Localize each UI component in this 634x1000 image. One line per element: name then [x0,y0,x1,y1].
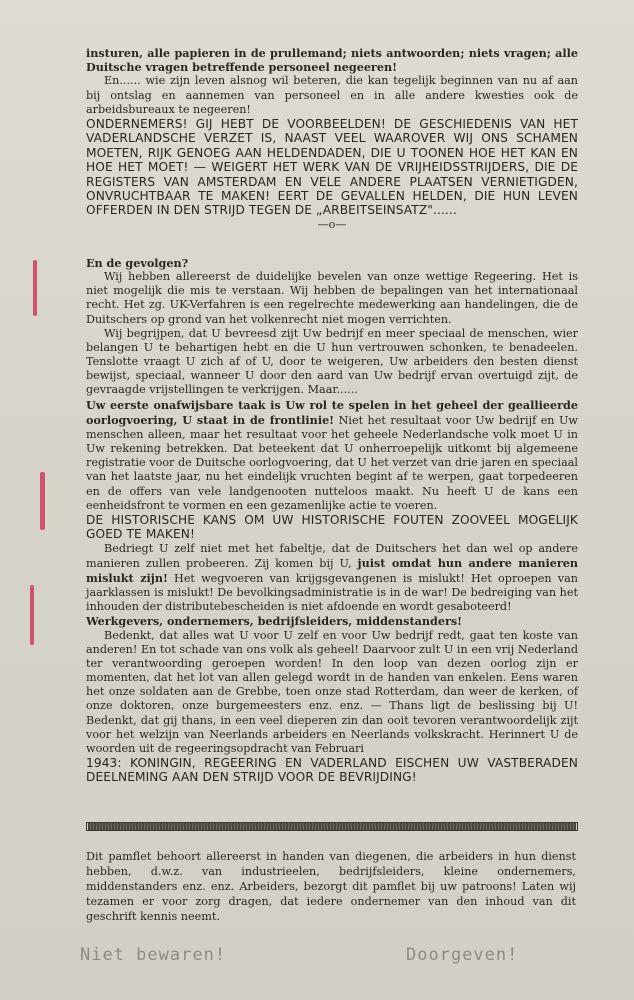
paragraph-ondernemers-caps: ONDERNEMERS! GIJ HEBT DE VOORBEELDEN! DE GESCHIEDENIS VAN HET VADERLANDSCHE VERZET IS, NAAST VEEL WAAROVER WIJ ONS SCHAMEN MOETEN, RIJK GENOEG AAN HELDENDADEN, DIE U TOONEN HOE HET KAN EN HOE HET MOET! — WEIGERT HET WERK VAN DE VRIJHEIDSSTRIJDERS, DIE DE REGISTERS VAN AMSTERDAM EN VELE ANDERE PLAATSEN VERNIETIGDEN, ONVRUCHTBAAR TE MAKEN! EERT DE GEVALLEN HELDEN, DIE HUN LEVEN OFFERDEN IN DEN STRIJD TEGEN DE „ARBEITSEINSATZ"...... [86,117,578,218]
paragraph-werkgevers: Werkgevers, ondernemers, bedrijfsleiders, middenstanders! [86,614,463,629]
paragraph-fabeltje [86,542,578,615]
taak-rest: Niet het resultaat voor Uw bedrijf en Uw menschen alleen, maar het resultaat voor het geheele Nederlandsche volk moet U in Uw rekening betrekken. Dat beteekent dat U onherroepelijk uitkomt bij algemeene registratie voor de Duitsche oorlogvoering, dat U het verzet van drie jaren en speciaal van het laatste jaar, nu het eindelijk vruchten begint af te werpen, gaat torpedeeren en de offers van vele landgenooten nutteloos maakt. Nu heeft U de kans een eenheidsfront te vormen en een gezamenlijke actie te voeren. [86,413,578,512]
red-margin-mark [33,260,37,316]
paragraph-bedenkt: Bedenkt, dat alles wat U voor U zelf en voor Uw bedrijf redt, gaat ten koste van anderen! En tot schade van ons volk als geheel! Daarvoor zult U in een vrij Nederland ter verantwoording geroepen worden! In den loop van dezen oorlog zijn er momenten, dat het lot van allen gelegd wordt in de handen van enkelen. Eens waren het onze soldaten aan de Grebbe, toen onze stad Rotterdam, dan weer de kerken, of onze doktoren, onze burgemeesters enz. enz. — Thans ligt de beslissing bij U! Bedenkt, dat gij thans, in een veel dieperen zin dan ooit tevoren verantwoordelijk zijt voor het welzijn van Neerlands arbeiders en Neerlands volkskracht. Herinnert U de woorden uit de regeeringsopdracht van Februari [86,628,578,755]
paragraph-negeeren: insturen, alle papieren in de prullemand; niets antwoorden; niets vragen; alle Duitsche vragen betreffende personeel negeeren! [86,46,578,75]
stamp-niet-bewaren: Niet bewaren! [80,945,227,965]
heading-gevolgen: En de gevolgen? [86,256,189,270]
stamp-doorgeven: Doorgeven! [406,945,519,965]
paragraph-historische-kans: DE HISTORISCHE KANS OM UW HISTORISCHE FOUTEN ZOOVEEL MOGELIJK GOED TE MAKEN! [86,512,578,542]
red-margin-mark [30,585,34,645]
red-margin-mark [40,472,45,530]
fabeltje-a: Bedriegt U zelf niet met het fabeltje, dat de Duitschers het dan wel op andere manieren zullen probeeren. Zij komen bij U, [86,541,578,570]
middle-section [86,256,578,785]
paragraph-bevelen: Wij hebben allereerst de duidelijke bevelen van onze wettige Regeering. Het is niet mogelijk die mis te verstaan. Wij hebben de bepalingen van het internationaal recht. Het zg. UK-Verfahren is een regelrechte medewerking aan handelingen, die de Duitschers op grond van het volkenrecht niet mogen verrichten. [86,270,578,326]
fabeltje-c: Het wegvoeren van krijgsgevangenen is mislukt! Het oproepen van jaarklassen is mislukt! De bevolkingsadministratie is in de war! De bedreiging van het inhouden der distributebescheiden is niet afdoende en wordt gesaboteerd! [86,571,578,614]
paragraph-taak [86,398,578,513]
separator: —o— [317,217,347,231]
divider-bar [88,823,576,830]
taak-bold: Uw eerste onafwijsbare taak is Uw rol te spelen in het geheel der geallieerde oorlogvoering, U staat in de frontlinie! [86,397,578,427]
paragraph-begrijpen: Wij begrijpen, dat U bevreesd zijt Uw bedrijf en meer speciaal de menschen, wier belangen U te behartigen hebt en die U hun vertrouwen schonken, te benadeelen. Tenslotte vraagt U zich af of U, door te weigeren, Uw arbeiders den besten dienst bewijst, speciaal, wanneer U door den aard van Uw bedrijf ervan overtuigd zijt, de gevraagde vrijstellingen te verkrijgen. Maar...... [86,326,578,397]
footer-note: Dit pamflet behoort allereerst in handen van diegenen, die arbeiders in hun dienst hebben, d.w.z. van industrieelen, bedrijfsleiders, kleine ondernemers, middenstanders enz. enz. Arbeiders, bezorgt dit pamflet bij uw patroons! Laten wij tezamen er voor zorg dragen, dat iedere ondernemer van den inhoud van dit geschrift kennis neemt. [86,850,576,924]
fabeltje-b: juist omdat hun andere manieren mislukt zijn! [86,555,578,585]
top-section [86,46,578,232]
paragraph-koningin: 1943: KONINGIN, REGEERING EN VADERLAND EISCHEN UW VASTBERADEN DEELNEMING AAN DEN STRIJD VOOR DE BEVRIJDING! [86,755,578,785]
paragraph-beteren: En...... wie zijn leven alsnog wil beteren, die kan tegelijk beginnen van nu af aan bij ontslag en aannemen van personeel en in alle andere kwesties ook de arbeidsbureaux te negeeren! [86,74,578,116]
